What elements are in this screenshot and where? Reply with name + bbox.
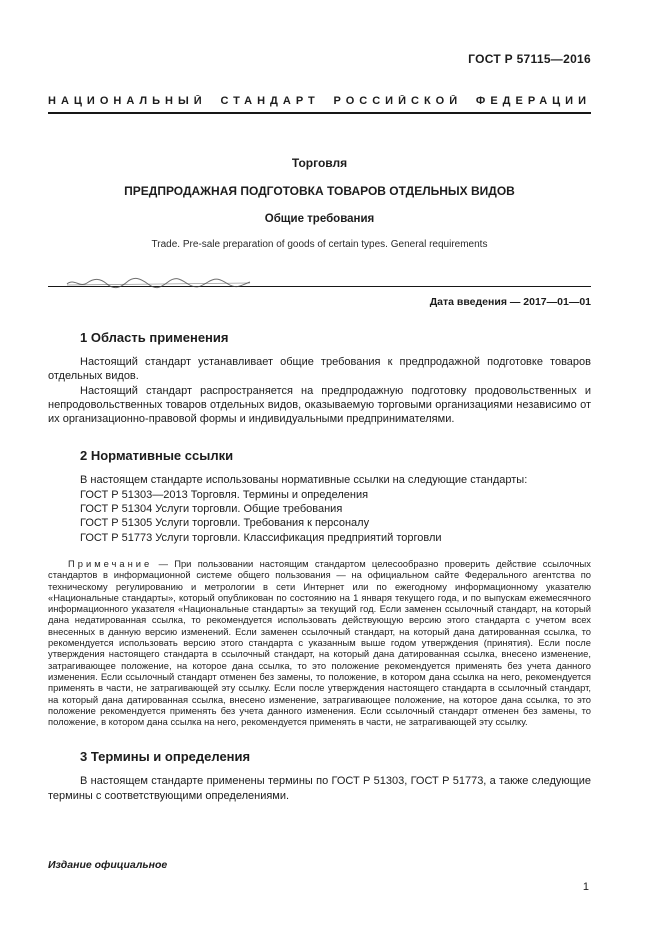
page-number: 1 — [582, 881, 589, 893]
title-subject: Торговля — [291, 156, 348, 170]
section-scope — [48, 330, 591, 426]
paragraph: В настоящем стандарте использованы нормативные ссылки на следующие стандарты: — [80, 474, 528, 487]
paragraph: Настоящий стандарт распространяется на предпродажную подготовку продовольственных и непродовольственных товаров отдельных видов, оказываемую торговыми организациями независимо от их организационно-правовой формы и индивидуальными предпринимателями. — [48, 384, 591, 426]
paragraph: Настоящий стандарт устанавливает общие требования к предпродажной подготовке товаров отдельных видов. — [48, 356, 591, 383]
note-text: — При пользовании настоящим стандартом целесообразно проверить действие ссылочных стандартов в информационной системе общего пользования — на официальном сайте Федерального агентства по техническому регулированию и метрологии в сети Интернет или по ежегодному информационному указателю «Национальные стандарты», который опубликован по состоянию на 1 января текущего года, и по выпускам ежемесячного информационного указателя «Национальные стандарты» за текущий год. Если заменен ссылочный стандарт, на который дана недатированная ссылка, то рекомендуется использовать действующую версию этого стандарта с учетом всех внесенных в данную версию изменений. Если заменен ссылочный стандарт, на который дана датированная ссылка, то рекомендуется использовать версию этого стандарта с указанным выше годом утверждения (принятия). Если после утверждения настоящего стандарта в ссылочный стандарт, на который дана датированная ссылка, внесено изменение, затрагивающее положение, на которое дана ссылка, то это положение рекомендуется применять без учета данного изменения. Если ссылочный стандарт отменен без замены, то положение, в котором дана ссылка на него, рекомендуется применять в части, не затрагивающей эту ссылку. Если после утверждения настоящего стандарта в ссылочный стандарт, на который дана датированная ссылка, внесено изменение, затрагивающее положение, на которое дана ссылка, то это положение рекомендуется применять без учета данного изменения. Если ссылочный стандарт отменен без замены, то положение, в котором дана ссылка на него, рекомендуется применять в части, не затрагивающей эту ссылку. — [48, 557, 591, 728]
reference-item: ГОСТ Р 51304 Услуги торговли. Общие требования — [80, 503, 343, 516]
title-subtitle: Общие требования — [264, 213, 375, 225]
title-block — [48, 156, 591, 250]
title-english: Trade. Pre-sale preparation of goods of certain types. General requirements — [151, 239, 488, 250]
standard-type-banner: НАЦИОНАЛЬНЫЙ СТАНДАРТ РОССИЙСКОЙ ФЕДЕРАЦИИ — [48, 95, 591, 107]
note-label: Примечание — [68, 557, 153, 569]
section-terms — [48, 749, 591, 803]
header-rule — [48, 112, 591, 114]
handwritten-scribble-icon — [64, 276, 254, 289]
section-heading: 1 Область применения — [80, 330, 229, 345]
effective-date: Дата введения — 2017—01—01 — [429, 296, 591, 308]
official-edition-note: Издание официальное — [48, 859, 168, 871]
section-heading: 2 Нормативные ссылки — [80, 448, 234, 464]
reference-item: ГОСТ Р 51305 Услуги торговли. Требования к персоналу — [80, 517, 370, 530]
paragraph: В настоящем стандарте применены термины по ГОСТ Р 51303, ГОСТ Р 51773, а также следующие термины с соответствующими определениями. — [48, 775, 591, 802]
reference-item: ГОСТ Р 51303—2013 Торговля. Термины и определения — [80, 488, 369, 501]
section-heading: 3 Термины и определения — [80, 749, 251, 765]
note-block — [48, 558, 591, 727]
reference-item: ГОСТ Р 51773 Услуги торговли. Классификация предприятий торговли — [80, 531, 442, 544]
section-normative-references — [48, 448, 591, 727]
page-title: ПРЕДПРОДАЖНАЯ ПОДГОТОВКА ТОВАРОВ ОТДЕЛЬНЫХ ВИДОВ — [124, 184, 515, 198]
scribble-area — [48, 272, 591, 286]
doc-number: ГОСТ Р 57115—2016 — [468, 52, 591, 66]
